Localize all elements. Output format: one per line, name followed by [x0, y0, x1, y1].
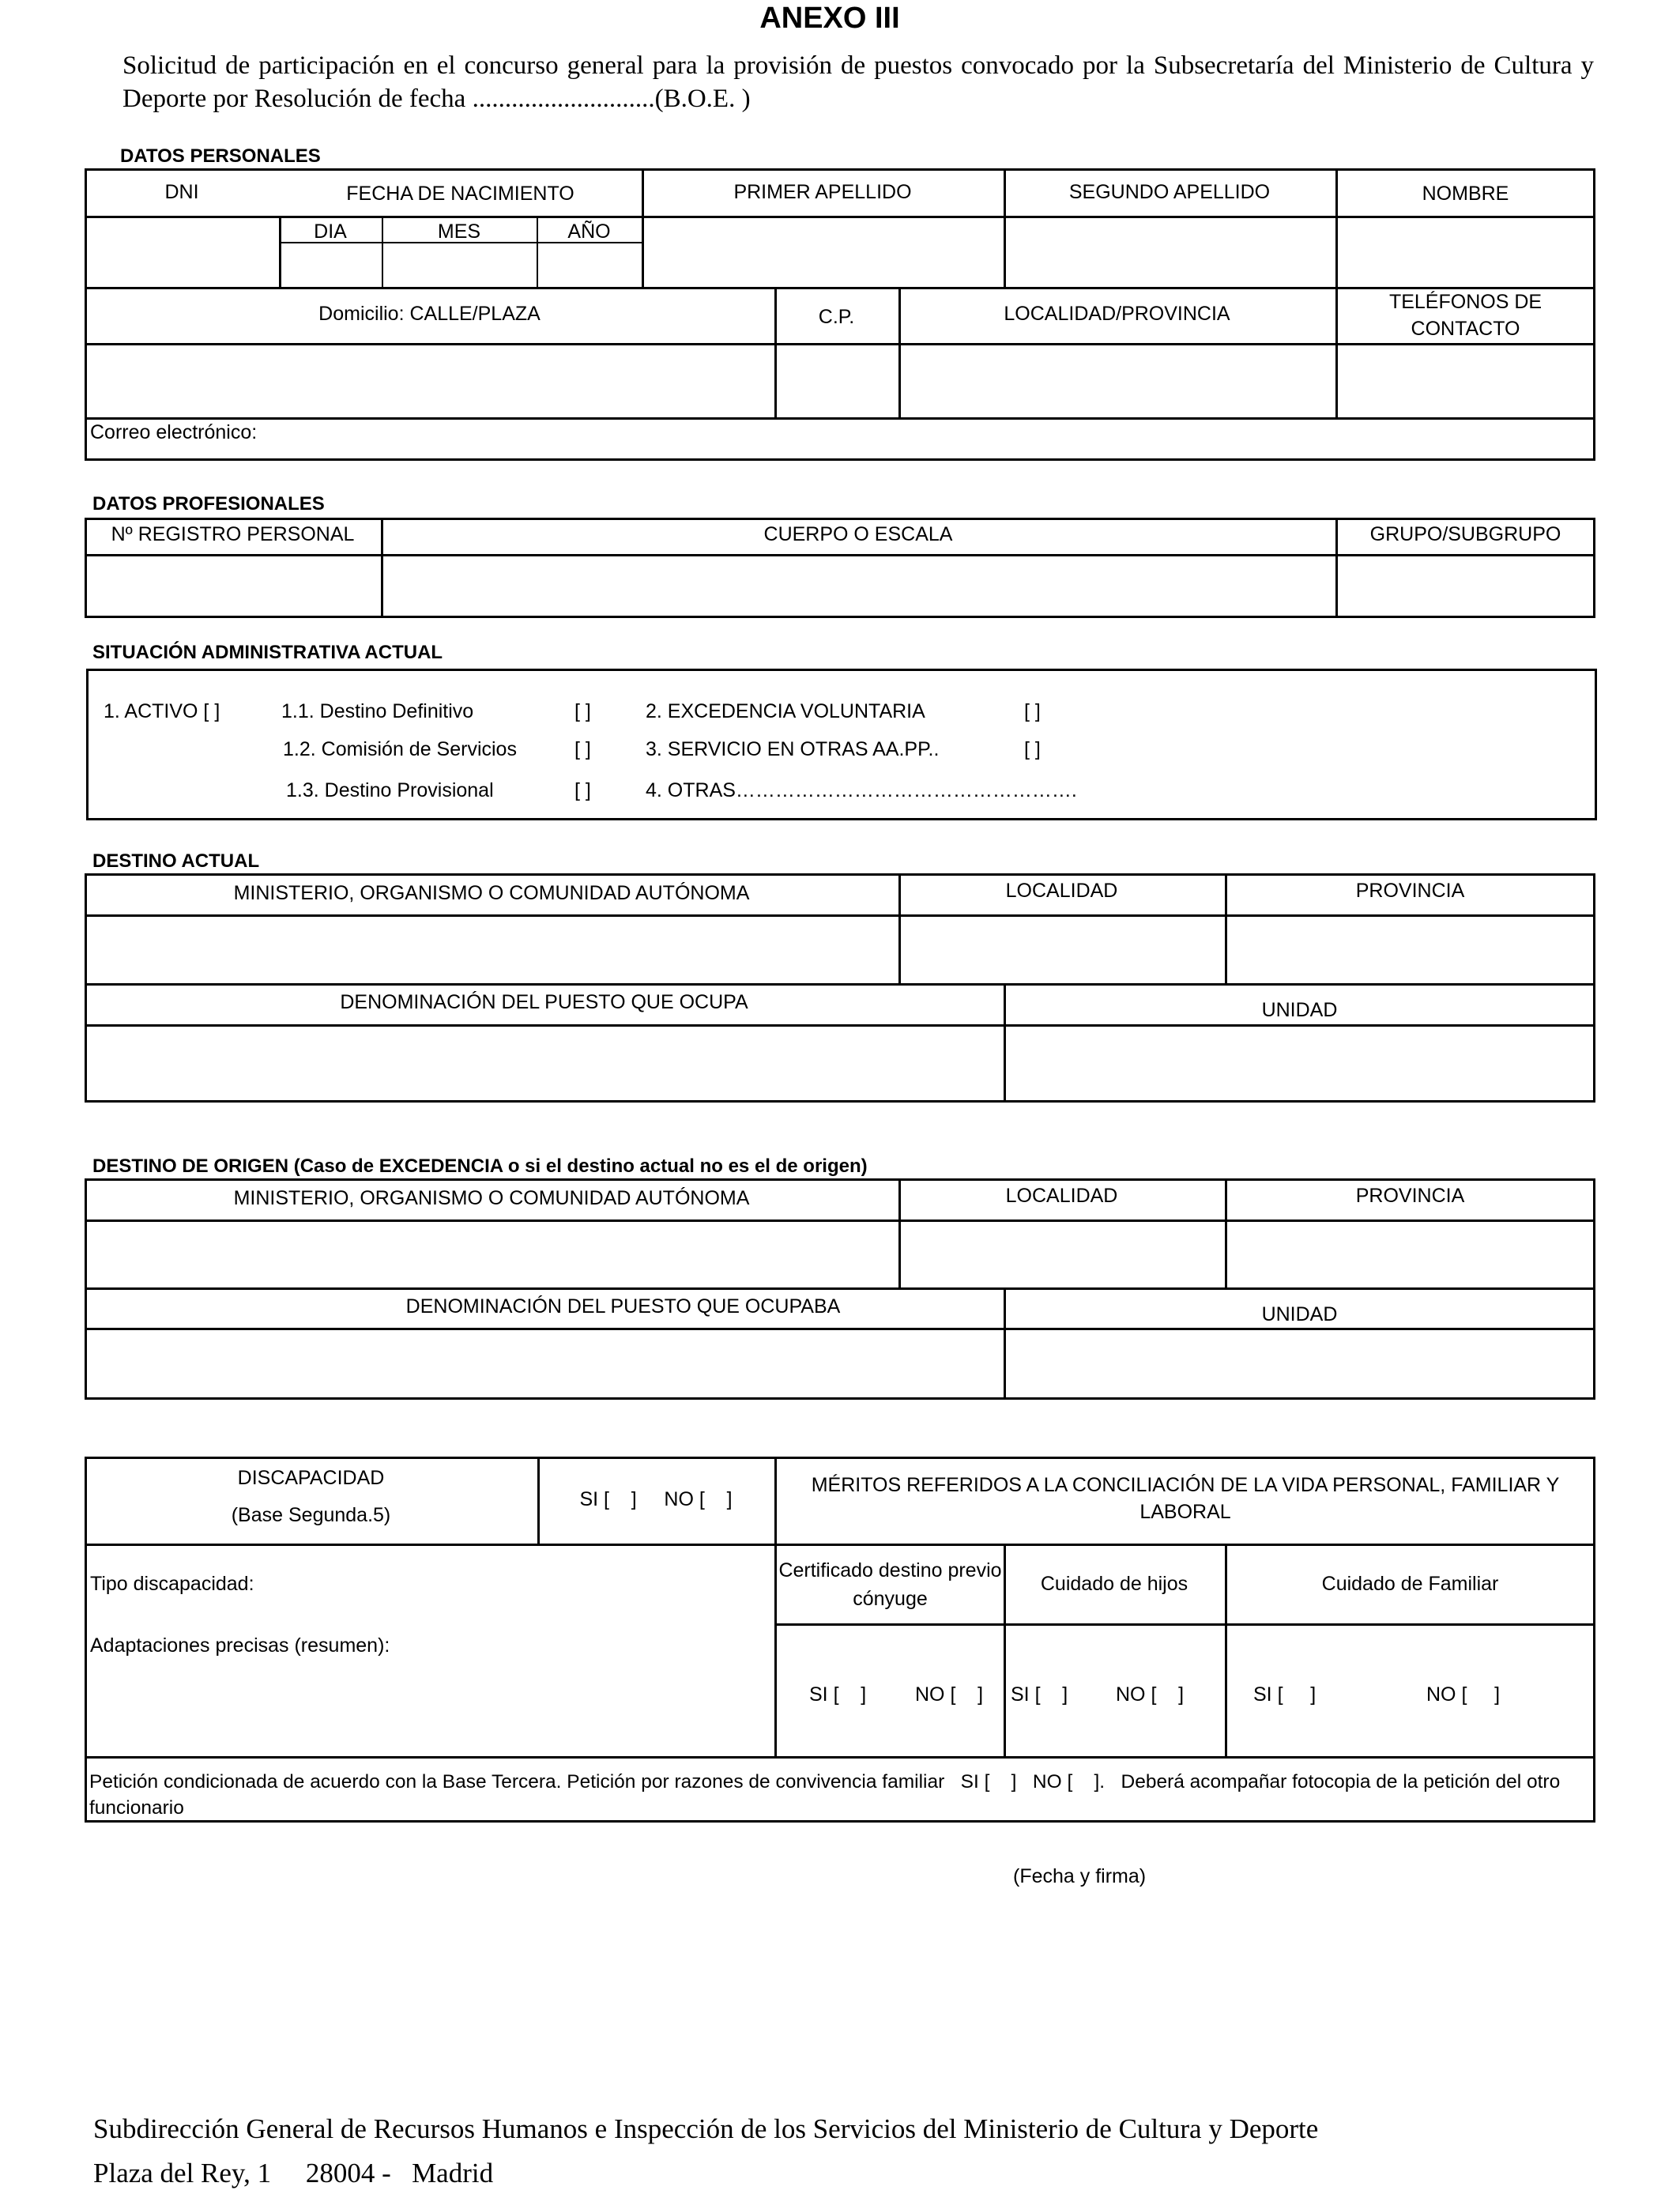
cp-label: C.P. [818, 306, 855, 328]
segundo-apellido-label: SEGUNDO APELLIDO [1068, 181, 1271, 203]
registro-field[interactable] [87, 556, 379, 616]
cuerpo-field[interactable] [383, 556, 1333, 616]
footer-line-2: Plaza del Rey, 1 28004 - Madrid [93, 2158, 494, 2188]
activo-option[interactable]: 1. ACTIVO [ ] [104, 700, 220, 722]
ministerio-origen-field[interactable] [87, 1222, 896, 1285]
telefonos-label: TELÉFONOS DE CONTACTO [1388, 291, 1543, 340]
unidad-actual-label: UNIDAD [1261, 999, 1338, 1021]
section-situacion: SITUACIÓN ADMINISTRATIVA ACTUAL [92, 642, 443, 663]
anio-label: AÑO [567, 221, 611, 243]
section-destino-actual: DESTINO ACTUAL [92, 850, 260, 872]
discapacidad-label: DISCAPACIDAD [237, 1467, 385, 1489]
registro-label: Nº REGISTRO PERSONAL [111, 523, 355, 545]
ministerio-actual-label: MINISTERIO, ORGANISMO O COMUNIDAD AUTÓNOMA [233, 882, 750, 904]
cuerpo-label: CUERPO O ESCALA [763, 523, 953, 545]
unidad-actual-field[interactable] [1006, 1027, 1593, 1100]
peticion-condicionada-text: Petición condicionada de acuerdo con la Base Tercera. Petición por razones de convivencia familiar SI [ ] NO [ ]. Deberá acompañar fotocopia de la petición del otro funcionario [89, 1771, 1566, 1819]
correo-label: Correo electrónico: [90, 421, 258, 443]
anio-field[interactable] [539, 244, 639, 285]
correo-field[interactable] [261, 420, 1593, 458]
destino-definitivo-label: 1.1. Destino Definitivo [281, 700, 474, 722]
provincia-actual-label: PROVINCIA [1355, 880, 1465, 902]
nombre-label: NOMBRE [1422, 183, 1509, 205]
cp-field[interactable] [777, 345, 896, 415]
localidad-actual-field[interactable] [901, 917, 1222, 981]
ministerio-origen-label: MINISTERIO, ORGANISMO O COMUNIDAD AUTÓNOMA [233, 1187, 750, 1209]
domicilio-field[interactable] [87, 345, 772, 415]
grupo-label: GRUPO/SUBGRUPO [1369, 523, 1561, 545]
section-datos-personales: DATOS PERSONALES [120, 145, 321, 167]
certificado-label: Certificado destino previo cónyuge [778, 1559, 1002, 1610]
localidad-provincia-label: LOCALIDAD/PROVINCIA [1004, 303, 1230, 325]
excedencia-label: 2. EXCEDENCIA VOLUNTARIA [646, 700, 925, 722]
meritos-heading: MÉRITOS REFERIDOS A LA CONCILIACIÓN DE LA VIDA PERSONAL, FAMILIAR Y LABORAL [811, 1474, 1560, 1523]
familiar-label: Cuidado de Familiar [1321, 1573, 1499, 1595]
telefonos-field[interactable] [1338, 345, 1593, 415]
hijos-si[interactable]: SI [ ] [1011, 1683, 1068, 1706]
tipo-discapacidad-label: Tipo discapacidad: [90, 1573, 254, 1595]
destino-definitivo-checkbox[interactable]: [ ] [574, 700, 591, 722]
provincia-origen-label: PROVINCIA [1355, 1185, 1465, 1207]
provincia-origen-field[interactable] [1227, 1222, 1593, 1285]
grupo-field[interactable] [1338, 556, 1593, 616]
discapacidad-si-no[interactable]: SI [ ] NO [ ] [579, 1488, 733, 1510]
adaptaciones-label: Adaptaciones precisas (resumen): [90, 1634, 390, 1657]
denominacion-origen-field[interactable] [87, 1330, 1001, 1397]
localidad-origen-label: LOCALIDAD [1005, 1185, 1118, 1207]
certificado-no[interactable]: NO [ ] [915, 1683, 984, 1706]
segundo-apellido-field[interactable] [1006, 218, 1333, 285]
excedencia-checkbox[interactable]: [ ] [1024, 700, 1041, 722]
provisional-checkbox[interactable]: [ ] [574, 779, 591, 801]
otras-field[interactable]: 4. OTRAS……………………………………………. [646, 779, 1077, 801]
dia-field[interactable] [281, 244, 379, 285]
dni-field[interactable] [87, 218, 277, 285]
adaptaciones-field[interactable] [87, 1660, 772, 1754]
hijos-no[interactable]: NO [ ] [1116, 1683, 1185, 1706]
page-title: ANEXO III [759, 2, 900, 35]
unidad-origen-label: UNIDAD [1261, 1303, 1338, 1325]
provincia-actual-field[interactable] [1227, 917, 1593, 981]
intro-text: Solicitud de participación en el concurso general para la provisión de puestos convocado por la Subsecretaría del Ministerio de Cultura y Deporte por Resolución de fecha ............................(B.O.E. ) [122, 51, 1594, 113]
domicilio-label: Domicilio: CALLE/PLAZA [318, 303, 541, 325]
localidad-actual-label: LOCALIDAD [1005, 880, 1118, 902]
comision-checkbox[interactable]: [ ] [574, 738, 591, 760]
unidad-origen-field[interactable] [1006, 1330, 1593, 1397]
comision-label: 1.2. Comisión de Servicios [283, 738, 517, 760]
familiar-si[interactable]: SI [ ] [1253, 1683, 1317, 1706]
dia-label: DIA [314, 221, 347, 243]
ministerio-actual-field[interactable] [87, 917, 896, 981]
mes-field[interactable] [384, 244, 534, 285]
denominacion-origen-label: DENOMINACIÓN DEL PUESTO QUE OCUPABA [405, 1295, 841, 1318]
fecha-nacimiento-label: FECHA DE NACIMIENTO [346, 183, 574, 205]
localidad-provincia-field[interactable] [901, 345, 1333, 415]
servicio-label: 3. SERVICIO EN OTRAS AA.PP.. [646, 738, 940, 760]
mes-label: MES [437, 221, 481, 243]
provisional-label: 1.3. Destino Provisional [286, 779, 494, 801]
nombre-field[interactable] [1338, 218, 1593, 285]
hijos-label: Cuidado de hijos [1040, 1573, 1188, 1595]
dni-label: DNI [164, 181, 199, 203]
familiar-no[interactable]: NO [ ] [1426, 1683, 1501, 1706]
primer-apellido-field[interactable] [644, 218, 1001, 285]
servicio-checkbox[interactable]: [ ] [1024, 738, 1041, 760]
footer-line-1: Subdirección General de Recursos Humanos e Inspección de los Servicios del Ministerio de Cultura y Deporte [93, 2113, 1319, 2144]
denominacion-actual-label: DENOMINACIÓN DEL PUESTO QUE OCUPA [340, 991, 748, 1013]
localidad-origen-field[interactable] [901, 1222, 1222, 1285]
denominacion-actual-field[interactable] [87, 1027, 1001, 1100]
fecha-firma-label: (Fecha y firma) [1013, 1865, 1147, 1887]
primer-apellido-label: PRIMER APELLIDO [733, 181, 912, 203]
certificado-si[interactable]: SI [ ] [809, 1683, 867, 1706]
section-destino-origen: DESTINO DE ORIGEN (Caso de EXCEDENCIA o si el destino actual no es el de origen) [92, 1155, 868, 1177]
base-segunda-label: (Base Segunda.5) [231, 1504, 391, 1526]
section-datos-profesionales: DATOS PROFESIONALES [92, 493, 325, 515]
